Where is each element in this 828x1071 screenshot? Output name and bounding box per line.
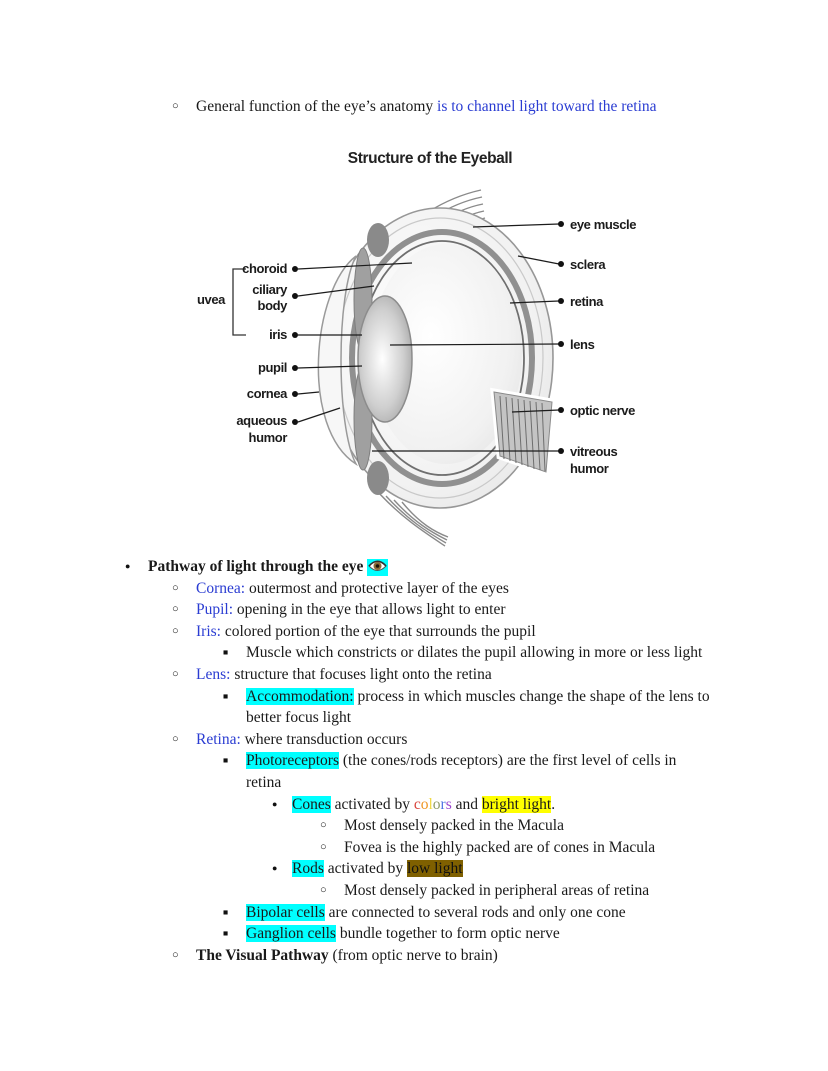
blue-term: Iris: [196, 622, 221, 640]
note-line [0, 599, 828, 621]
text-run: colored portion of the eye that surrounds the pupil [220, 622, 536, 640]
text-run: bundle together to form optic nerve [335, 925, 560, 943]
bullet-marker: ○ [172, 732, 179, 745]
label-aqueous: aqueous [236, 413, 287, 428]
text-run: activated by [323, 860, 407, 878]
text-run: Most densely packed in the Macula [344, 817, 564, 835]
label-ciliary-body: body [257, 298, 287, 313]
label-retina: retina [570, 294, 604, 309]
label-cornea: cornea [246, 386, 287, 401]
blue-term: is to channel light toward the retina [437, 98, 657, 115]
text-run: process in which muscles change the shape of the lens to [353, 687, 710, 705]
bullet-marker: ○ [172, 948, 179, 961]
rainbow-letter: r [440, 795, 446, 813]
bullet-marker: ■ [223, 647, 229, 658]
highlight-text: Ganglion cells [246, 925, 336, 943]
text-run: Muscle which constricts or dilates the pupil allowing in more or less light [246, 644, 703, 662]
highlight-text: Cones [292, 795, 331, 813]
rainbow-letter: c [413, 795, 421, 813]
note-line [0, 772, 828, 794]
bullet-marker: ○ [172, 581, 179, 594]
bold-text: The Visual Pathway [196, 946, 329, 964]
text-run: (the cones/rods receptors) are the first level of cells in [338, 752, 677, 770]
uvea-bracket [233, 269, 246, 335]
text-run: structure that focuses light onto the retina [230, 665, 492, 683]
note-line [0, 815, 828, 837]
rainbow-letter: s [445, 795, 452, 813]
note-line [0, 642, 828, 664]
bold-text: Pathway of light through the eye [148, 558, 368, 575]
diagram-title: Structure of the Eyeball [347, 150, 513, 167]
label-iris: iris [269, 327, 287, 342]
intro-note-list [0, 96, 828, 118]
label-optic-nerve: optic nerve [570, 403, 635, 418]
note-line [0, 794, 828, 816]
note-line [0, 902, 828, 924]
rainbow-letter: o [420, 795, 429, 813]
label-uvea: uvea [196, 292, 225, 307]
blue-term: Retina: [196, 730, 241, 748]
text-run: opening in the eye that allows light to enter [233, 601, 506, 619]
note-line [0, 945, 828, 967]
lens-shape [358, 296, 412, 422]
text-run: (from optic nerve to brain) [328, 946, 498, 964]
highlight-text: bright light [481, 795, 552, 813]
text-run: . [551, 795, 556, 813]
bullet-marker: ○ [320, 840, 327, 853]
highlight-text: Rods [292, 860, 324, 878]
blue-term: Pupil: [196, 601, 234, 619]
text-run: outermost and protective layer of the eyes [245, 579, 509, 597]
note-line [0, 837, 828, 859]
label-sclera: sclera [570, 257, 606, 272]
text-run: activated by [330, 795, 414, 813]
text-run: where transduction occurs [240, 730, 408, 748]
bullet-marker: ○ [172, 603, 179, 616]
text-run: retina [246, 773, 282, 791]
bullet-marker: ○ [172, 624, 179, 637]
note-line [0, 686, 828, 708]
note-line [0, 578, 828, 600]
blue-term: Cornea: [196, 579, 246, 597]
eye-emoji-icon [367, 559, 388, 576]
label-pupil: pupil [257, 360, 287, 375]
bullet-marker: ● [125, 561, 131, 571]
label-lens: lens [570, 337, 595, 352]
bullet-marker: ■ [223, 690, 229, 701]
notes-list [0, 556, 828, 966]
ciliary-body-bottom [367, 461, 389, 495]
note-line [0, 664, 828, 686]
note-line [0, 923, 828, 945]
bullet-marker: ● [272, 798, 278, 809]
note-line [0, 729, 828, 751]
eyeball-diagram [150, 140, 710, 570]
note-line [0, 556, 828, 578]
highlight-text: low light [406, 860, 463, 878]
note-line [0, 96, 828, 118]
optic-nerve-shape [494, 392, 552, 472]
text-run: Fovea is the highly packed are of cones in Macula [344, 838, 656, 856]
bullet-marker: ○ [320, 883, 327, 896]
text-run: are connected to several rods and only one cone [324, 903, 626, 921]
rainbow-letter: l [428, 795, 433, 813]
text-run: Most densely packed in peripheral areas of retina [344, 881, 650, 899]
highlight-text: Bipolar cells [246, 903, 325, 921]
bullet-marker: ○ [172, 667, 179, 680]
text-run: General function of the eye’s anatomy [196, 98, 438, 115]
bullet-marker: ■ [223, 906, 229, 917]
bullet-marker: ○ [172, 100, 179, 112]
blue-term: Lens: [196, 665, 231, 683]
label-choroid: choroid [242, 261, 287, 276]
label-aqueous-humor: humor [248, 430, 287, 445]
bullet-marker: ○ [320, 819, 327, 832]
note-line [0, 858, 828, 880]
bullet-marker: ● [272, 863, 278, 874]
highlight-text: Photoreceptors [246, 752, 339, 770]
note-line [0, 621, 828, 643]
label-eye-muscle: eye muscle [570, 217, 637, 232]
text-run: better focus light [246, 709, 352, 727]
label-ciliary: ciliary [252, 282, 287, 297]
bullet-marker: ■ [223, 755, 229, 766]
highlight-text: Accommodation: [246, 687, 354, 705]
bullet-marker: ■ [223, 928, 229, 939]
label-vitreous-humor: humor [570, 461, 609, 476]
rainbow-letter: o [432, 795, 441, 813]
ciliary-body-top [367, 223, 389, 257]
note-line [0, 750, 828, 772]
label-vitreous: vitreous [570, 444, 618, 459]
note-line [0, 880, 828, 902]
note-line [0, 707, 828, 729]
text-run: and [451, 795, 482, 813]
